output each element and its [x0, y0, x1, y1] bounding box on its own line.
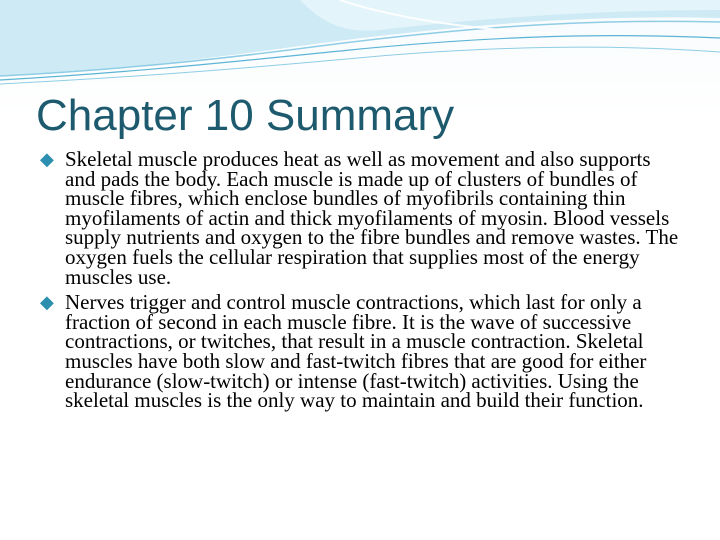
bullet-icon: ◆: [40, 292, 54, 313]
bullet-item-1: [40, 147, 680, 289]
wave-header-decoration: [0, 0, 720, 90]
bullet-icon: ◆: [40, 149, 54, 169]
slide-title: Chapter 10 Summary: [36, 91, 455, 140]
summary-bullet-list: [40, 147, 680, 417]
bullet-text: Nerves trigger and control muscle contractions, which last for only a fraction of second in each muscle fibre. It is the wave of successive contractions, or twitches, that result in a muscle contraction. Skeletal muscles have both slow and fast-twitch fibres that are good for either endurance (slow-twitch) or intense (fast-twitch) activities. Using the skeletal muscles is the only way to maintain and build their function.: [65, 290, 647, 413]
bullet-text: Skeletal muscle produces heat as well as movement and also supports and pads the body. Each muscle is made up of clusters of bundles of muscle fibres, which enclose bundles of myofibrils containing thin myofilaments of actin and thick myofilaments of myosin. Blood vessels supply nutrients and oxygen to the fibre bundles and remove wastes. The oxygen fuels the cellular respiration that supplies most of the energy muscles use.: [65, 147, 679, 289]
bullet-item-2: [40, 290, 680, 413]
